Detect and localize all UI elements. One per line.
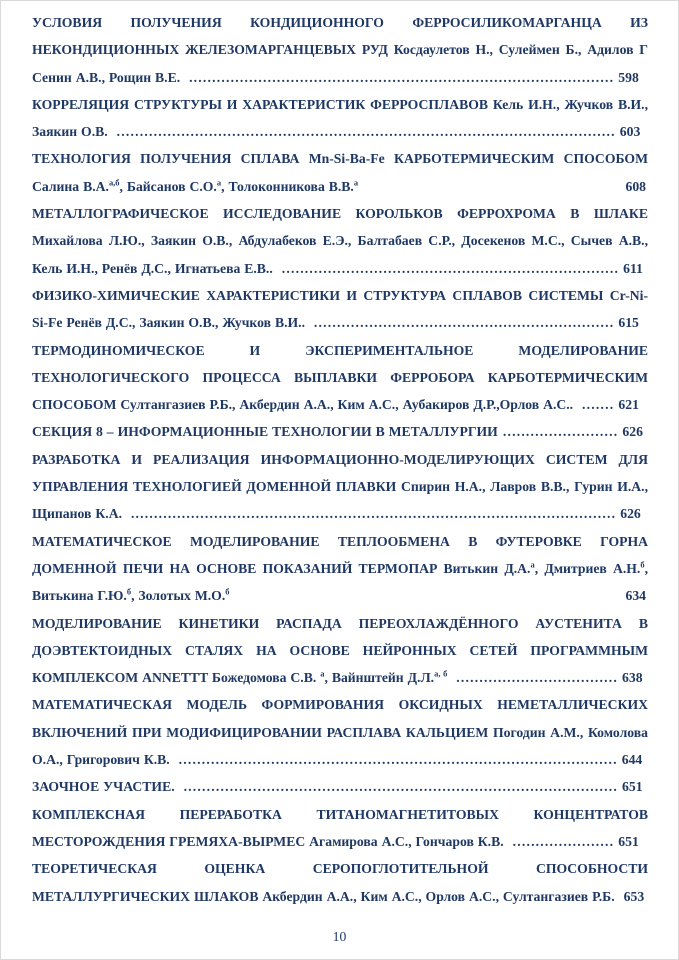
toc-text-segment: УСЛОВИЯ ПОЛУЧЕНИЯ КОНДИЦИОННОГО ФЕРРОСИЛИКОМАРГАНЦА ИЗ НЕКОНДИЦИОННЫХ ЖЕЛЕЗОМАРГАНЦЕВЫХ РУД Косдаулетов Н., Сулеймен Б., Адилов Г Сенин А.В., Рощин В.Е. xyxy=(32,15,648,85)
toc-entry xyxy=(32,337,648,419)
superscript-affiliation: б xyxy=(640,559,645,570)
dot-leader: ......................................................................................................... xyxy=(130,506,617,522)
toc-list xyxy=(32,9,648,910)
toc-text-segment: ТЕРМОДИНОМИЧЕСКОЕ И ЭКСПЕРИМЕНТАЛЬНОЕ МОДЕЛИРОВАНИЕ ТЕХНОЛОГИЧЕСКОГО ПРОЦЕССА ВЫПЛАВКИ ФЕРРОБОРА КАРБОТЕРМИЧЕСКИМ СПОСОБОМ Султангазиев Р.Б., Акбердин А.А., Ким А.С., Аубакиров Д.Р.,Орлов А.С.. xyxy=(32,342,648,413)
toc-entry xyxy=(32,418,648,445)
toc-text-segment xyxy=(447,670,451,685)
toc-entry xyxy=(32,528,648,610)
toc-text-segment: КОМПЛЕКСНАЯ ПЕРЕРАБОТКА ТИТАНОМАГНЕТИТОВЫХ КОНЦЕНТРАТОВ МЕСТОРОЖДЕНИЯ ГРЕМЯХА-ВЫРМЕС Агамирова А.С., Гончаров К.В. xyxy=(32,806,648,849)
toc-text-segment: КОРРЕЛЯЦИЯ СТРУКТУРЫ И ХАРАКТЕРИСТИК ФЕРРОСПЛАВОВ Кель И.Н., Жучков В.И., Заякин О.В. xyxy=(32,96,648,140)
toc-entry xyxy=(32,855,648,910)
toc-page-number: 653 xyxy=(623,888,645,904)
toc-page-number: 644 xyxy=(621,752,643,768)
toc-entry-text xyxy=(32,779,179,794)
toc-page-number: 626 xyxy=(622,424,643,440)
superscript-affiliation: а xyxy=(530,559,535,570)
toc-page-number: 651 xyxy=(618,833,639,849)
dot-leader: ............................................................................................ xyxy=(189,69,615,85)
toc-entry xyxy=(32,200,648,282)
toc-text-segment: МАТЕМАТИЧЕСКОЕ МОДЕЛИРОВАНИЕ ТЕПЛООБМЕНА В ФУТЕРОВКЕ ГОРНА ДОМЕННОЙ ПЕЧИ НА ОСНОВЕ ПОКАЗАНИЙ ТЕРМОПАР Витькин Д.А. xyxy=(32,533,648,576)
toc-entry xyxy=(32,9,648,91)
superscript-affiliation: а xyxy=(353,177,359,188)
superscript-affiliation: б xyxy=(126,586,132,597)
dot-leader: ......................................................................... xyxy=(281,260,620,276)
dot-leader: ......................... xyxy=(502,424,619,440)
superscript-affiliation: а, б xyxy=(434,668,448,679)
toc-text-segment: ТЕОРЕТИЧЕСКАЯ ОЦЕНКА СЕРОПОГЛОТИТЕЛЬНОЙ СПОСОБНОСТИ МЕТАЛЛУРГИЧЕСКИХ ШЛАКОВ Акбердин А.А., Ким А.С., Орлов А.С., Султангазиев Р.Б. xyxy=(32,861,648,904)
toc-page-number: 626 xyxy=(620,506,641,522)
toc-text-segment: , Золотых М.О. xyxy=(131,588,226,604)
superscript-affiliation: б xyxy=(225,586,230,597)
superscript-affiliation: а xyxy=(216,177,222,188)
toc-entry xyxy=(32,773,648,800)
superscript-affiliation: а xyxy=(320,668,325,679)
toc-text-segment: , Вайнштейн Д.Л. xyxy=(324,670,435,686)
dot-leader: ...................... xyxy=(512,833,615,849)
toc-text-segment: , Витькина Г.Ю. xyxy=(32,560,649,604)
toc-text-segment: ФИЗИКО-ХИМИЧЕСКИЕ ХАРАКТЕРИСТИКИ И СТРУКТУРА СПЛАВОВ СИСТЕМЫ Cr-Ni-Si-Fe Ренёв Д.С., Заякин О.В., Жучков В.И.. xyxy=(32,287,648,331)
toc-entry xyxy=(32,446,648,528)
toc-entry xyxy=(32,282,648,337)
toc-page-number: 634 xyxy=(625,588,646,604)
toc-page-number: 603 xyxy=(619,124,641,140)
leader-gap xyxy=(363,190,621,191)
page-number-footer: 10 xyxy=(332,929,347,944)
toc-entry xyxy=(32,610,648,692)
toc-entry xyxy=(32,801,648,856)
dot-leader: ............................................................................................................ xyxy=(116,124,616,140)
toc-page-number: 621 xyxy=(618,397,639,413)
superscript-affiliation: а,б xyxy=(108,177,120,188)
toc-text-segment: , Байсанов С.О. xyxy=(119,178,217,194)
toc-page-number: 611 xyxy=(623,260,643,276)
toc-entry-text xyxy=(32,151,648,193)
dot-leader: .............................................................................................. xyxy=(183,779,619,795)
dot-leader: ................................... xyxy=(456,670,618,686)
toc-entry-text xyxy=(32,424,498,439)
toc-text-segment: СЕКЦИЯ 8 – ИНФОРМАЦИОННЫЕ ТЕХНОЛОГИИ В МЕТАЛЛУРГИИ xyxy=(32,424,498,440)
toc-page-number: 651 xyxy=(622,779,643,795)
toc-entry-text xyxy=(32,343,648,413)
dot-leader: ................................................................. xyxy=(313,315,615,331)
toc-entry xyxy=(32,145,648,200)
toc-text-segment: РАЗРАБОТКА И РЕАЛИЗАЦИЯ ИНФОРМАЦИОННО-МОДЕЛИРУЮЩИХ СИСТЕМ ДЛЯ УПРАВЛЕНИЯ ТЕХНОЛОГИЕЙ ДОМЕННОЙ ПЛАВКИ Спирин Н.А., Лавров В.В., Гурин И.А., Щипанов К.А. xyxy=(32,451,648,522)
toc-text-segment: ЗАОЧНОЕ УЧАСТИЕ. xyxy=(32,779,179,795)
toc-entry xyxy=(32,691,648,773)
toc-entry xyxy=(32,91,648,146)
toc-entry-text xyxy=(32,534,648,604)
toc-page-number: 615 xyxy=(618,315,639,331)
dot-leader: ....... xyxy=(582,397,615,413)
toc-entry-text xyxy=(32,861,648,903)
toc-page-number: 608 xyxy=(625,178,646,194)
toc-page-number: 598 xyxy=(618,69,639,85)
toc-text-segment: МОДЕЛИРОВАНИЕ КИНЕТИКИ РАСПАДА ПЕРЕОХЛАЖДЁННОГО АУСТЕНИТА В ДОЭВТЕКТОИДНЫХ СТАЛЯХ НА ОСНОВЕ НЕЙРОННЫХ СЕТЕЙ ПРОГРАММНЫМ КОМПЛЕКСОМ ANNETTT Божедомова С.В. xyxy=(32,615,648,686)
leader-gap xyxy=(235,599,622,600)
toc-text-segment: , Толоконникова В.В. xyxy=(221,178,354,194)
toc-text-segment: МЕТАЛЛОГРАФИЧЕСКОЕ ИССЛЕДОВАНИЕ КОРОЛЬКОВ ФЕРРОХРОМА В ШЛАКЕ Михайлова Л.Ю., Заякин О.В., Абдулабеков Е.Э., Балтабаев С.Р., Досекенов М.С., Сычев А.В., Кель И.Н., Ренёв Д.С., Игнатьева Е.В.. xyxy=(32,206,648,276)
dot-leader: ............................................................................................... xyxy=(178,752,618,768)
toc-text-segment: , Дмитриев А.Н. xyxy=(534,560,641,576)
toc-text-segment: ТЕХНОЛОГИЯ ПОЛУЧЕНИЯ СПЛАВА Mn-Si-Ba-Fe КАРБОТЕРМИЧЕСКИМ СПОСОБОМ Салина В.А. xyxy=(32,151,648,194)
toc-text-segment: МАТЕМАТИЧЕСКАЯ МОДЕЛЬ ФОРМИРОВАНИЯ ОКСИДНЫХ НЕМЕТАЛЛИЧЕСКИХ ВКЛЮЧЕНИЙ ПРИ МОДИФИЦИРОВАНИИ РАСПЛАВА КАЛЬЦИЕМ Погодин А.М., Комолова О.А., Григорович К.В. xyxy=(32,697,648,768)
toc-page-number: 638 xyxy=(622,670,643,686)
